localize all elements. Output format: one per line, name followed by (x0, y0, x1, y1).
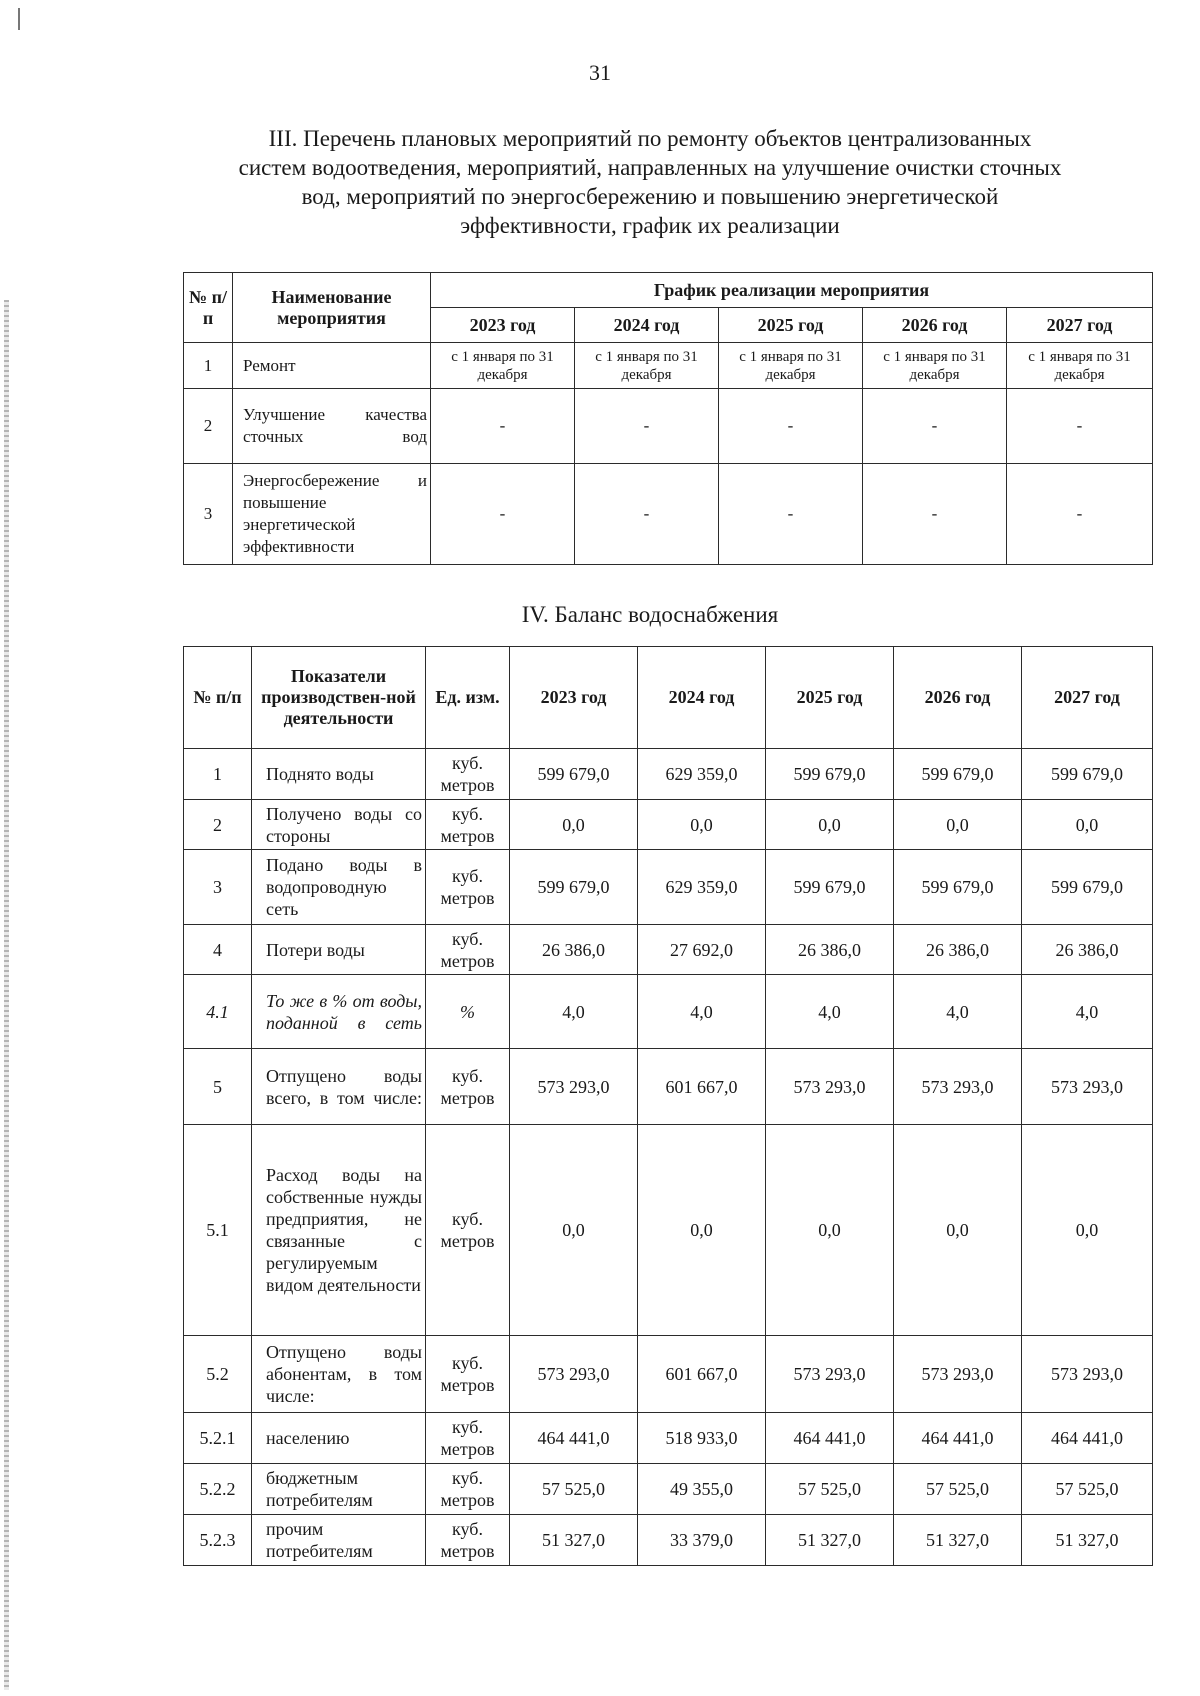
schedule-cell: - (431, 389, 575, 464)
table-row (184, 1464, 1153, 1515)
row-name: Получено воды со стороны (252, 800, 426, 850)
value-cell: 599 679,0 (1022, 850, 1153, 925)
section-4-title: IV. Баланс водоснабжения (521, 602, 779, 627)
page-number: 31 (589, 60, 611, 85)
row-name: Отпущено воды абонентам, в том числе: (252, 1336, 426, 1413)
table-row (184, 850, 1153, 925)
schedule-cell: с 1 января по 31 декабря (719, 343, 863, 389)
row-name: Расход воды на собственные нужды предприятия, не связанные с регулируемым видом деятельности (252, 1125, 426, 1336)
row-num: 3 (184, 464, 233, 565)
header-schedule: График реализации мероприятия (431, 273, 1153, 308)
row-unit: куб. метров (426, 925, 510, 975)
value-cell: 599 679,0 (510, 749, 638, 800)
value-cell: 4,0 (766, 975, 894, 1049)
row-name: Поднято воды (252, 749, 426, 800)
value-cell: 573 293,0 (766, 1049, 894, 1125)
value-cell: 4,0 (638, 975, 766, 1049)
value-cell: 573 293,0 (894, 1049, 1022, 1125)
value-cell: 0,0 (638, 1125, 766, 1336)
row-unit: куб. метров (426, 1125, 510, 1336)
header-unit: Ед. изм. (426, 647, 510, 749)
header-num: № п/п (184, 273, 233, 343)
row-num: 5.1 (184, 1125, 252, 1336)
value-cell: 4,0 (1022, 975, 1153, 1049)
row-name: То же в % от воды, поданной в сеть (252, 975, 426, 1049)
value-cell: 629 359,0 (638, 749, 766, 800)
row-name: Потери воды (252, 925, 426, 975)
row-name: Отпущено воды всего, в том числе: (252, 1049, 426, 1125)
value-cell: 57 525,0 (766, 1464, 894, 1515)
schedule-cell: - (719, 389, 863, 464)
schedule-cell: с 1 января по 31 декабря (575, 343, 719, 389)
value-cell: 0,0 (638, 800, 766, 850)
value-cell: 51 327,0 (510, 1515, 638, 1566)
value-cell: 599 679,0 (510, 850, 638, 925)
value-cell: 0,0 (894, 800, 1022, 850)
row-unit: куб. метров (426, 1336, 510, 1413)
value-cell: 0,0 (894, 1125, 1022, 1336)
row-num: 5 (184, 1049, 252, 1125)
row-unit: куб. метров (426, 800, 510, 850)
row-unit: куб. метров (426, 1515, 510, 1566)
value-cell: 26 386,0 (510, 925, 638, 975)
value-cell: 0,0 (1022, 800, 1153, 850)
value-cell: 464 441,0 (510, 1413, 638, 1464)
header-year: 2025 год (719, 308, 863, 343)
row-unit: куб. метров (426, 850, 510, 925)
header-year: 2026 год (894, 647, 1022, 749)
schedule-cell: с 1 января по 31 декабря (431, 343, 575, 389)
table-row (184, 1413, 1153, 1464)
row-num: 1 (184, 343, 233, 389)
header-num: № п/п (184, 647, 252, 749)
row-name: Подано воды в водопроводную сеть (252, 850, 426, 925)
value-cell: 57 525,0 (894, 1464, 1022, 1515)
value-cell: 57 525,0 (510, 1464, 638, 1515)
value-cell: 0,0 (766, 800, 894, 850)
table-row (184, 975, 1153, 1049)
row-name: Энергосбережение и повышение энергетической эффективности (233, 464, 431, 565)
value-cell: 0,0 (510, 1125, 638, 1336)
section-3-title (170, 124, 1130, 240)
header-year: 2023 год (510, 647, 638, 749)
schedule-cell: с 1 января по 31 декабря (1007, 343, 1153, 389)
value-cell: 599 679,0 (894, 850, 1022, 925)
row-num: 5.2.1 (184, 1413, 252, 1464)
schedule-cell: - (1007, 464, 1153, 565)
value-cell: 573 293,0 (1022, 1049, 1153, 1125)
value-cell: 26 386,0 (766, 925, 894, 975)
schedule-cell: - (431, 464, 575, 565)
value-cell: 573 293,0 (766, 1336, 894, 1413)
scan-edge (4, 300, 9, 1690)
header-year: 2027 год (1022, 647, 1153, 749)
value-cell: 0,0 (510, 800, 638, 850)
section-3-title-line: III. Перечень плановых мероприятий по ремонту объектов централизованных (268, 126, 1032, 151)
water-balance-table (183, 646, 1153, 1566)
header-indicator: Показатели производствен-ной деятельности (252, 647, 426, 749)
table-row (184, 749, 1153, 800)
row-num: 2 (184, 389, 233, 464)
schedule-cell: - (863, 464, 1007, 565)
value-cell: 0,0 (1022, 1125, 1153, 1336)
value-cell: 464 441,0 (894, 1413, 1022, 1464)
row-num: 2 (184, 800, 252, 850)
schedule-cell: - (1007, 389, 1153, 464)
schedule-cell: - (575, 464, 719, 565)
row-num: 5.2 (184, 1336, 252, 1413)
value-cell: 464 441,0 (1022, 1413, 1153, 1464)
schedule-cell: - (863, 389, 1007, 464)
value-cell: 464 441,0 (766, 1413, 894, 1464)
value-cell: 518 933,0 (638, 1413, 766, 1464)
table-row (184, 1049, 1153, 1125)
value-cell: 26 386,0 (894, 925, 1022, 975)
header-year: 2027 год (1007, 308, 1153, 343)
row-name: бюджетным потребителям (252, 1464, 426, 1515)
section-3-title-line: систем водоотведения, мероприятий, направленных на улучшение очистки сточных (238, 155, 1062, 180)
row-name: Улучшение качества сточных вод (233, 389, 431, 464)
row-num: 4.1 (184, 975, 252, 1049)
value-cell: 0,0 (766, 1125, 894, 1336)
value-cell: 573 293,0 (1022, 1336, 1153, 1413)
section-3-title-line: эффективности, график их реализации (460, 213, 840, 238)
header-year: 2026 год (863, 308, 1007, 343)
scan-artifact (18, 8, 20, 30)
table-row (184, 464, 1153, 565)
value-cell: 27 692,0 (638, 925, 766, 975)
value-cell: 573 293,0 (510, 1049, 638, 1125)
row-num: 1 (184, 749, 252, 800)
value-cell: 599 679,0 (894, 749, 1022, 800)
value-cell: 51 327,0 (894, 1515, 1022, 1566)
table-row (184, 1515, 1153, 1566)
header-year: 2024 год (575, 308, 719, 343)
row-unit: куб. метров (426, 1413, 510, 1464)
value-cell: 49 355,0 (638, 1464, 766, 1515)
value-cell: 629 359,0 (638, 850, 766, 925)
table-row (184, 343, 1153, 389)
value-cell: 4,0 (894, 975, 1022, 1049)
row-unit: куб. метров (426, 749, 510, 800)
row-num: 4 (184, 925, 252, 975)
row-unit: % (426, 975, 510, 1049)
row-num: 5.2.3 (184, 1515, 252, 1566)
header-year: 2025 год (766, 647, 894, 749)
measures-schedule-table (183, 272, 1153, 565)
value-cell: 51 327,0 (766, 1515, 894, 1566)
row-unit: куб. метров (426, 1464, 510, 1515)
value-cell: 599 679,0 (766, 850, 894, 925)
row-num: 3 (184, 850, 252, 925)
value-cell: 599 679,0 (1022, 749, 1153, 800)
value-cell: 573 293,0 (510, 1336, 638, 1413)
section-3-title-line: вод, мероприятий по энергосбережению и повышению энергетической (301, 184, 999, 209)
table-row (184, 1336, 1153, 1413)
row-unit: куб. метров (426, 1049, 510, 1125)
value-cell: 601 667,0 (638, 1049, 766, 1125)
value-cell: 573 293,0 (894, 1336, 1022, 1413)
table-row (184, 389, 1153, 464)
schedule-cell: - (719, 464, 863, 565)
table-row (184, 1125, 1153, 1336)
schedule-cell: - (575, 389, 719, 464)
table-row (184, 925, 1153, 975)
row-name: прочим потребителям (252, 1515, 426, 1566)
table-row (184, 800, 1153, 850)
row-name: Ремонт (233, 343, 431, 389)
value-cell: 57 525,0 (1022, 1464, 1153, 1515)
value-cell: 599 679,0 (766, 749, 894, 800)
value-cell: 601 667,0 (638, 1336, 766, 1413)
value-cell: 4,0 (510, 975, 638, 1049)
header-year: 2023 год (431, 308, 575, 343)
value-cell: 26 386,0 (1022, 925, 1153, 975)
row-name: населению (252, 1413, 426, 1464)
value-cell: 51 327,0 (1022, 1515, 1153, 1566)
schedule-cell: с 1 января по 31 декабря (863, 343, 1007, 389)
header-year: 2024 год (638, 647, 766, 749)
header-name: Наименование мероприятия (233, 273, 431, 343)
value-cell: 33 379,0 (638, 1515, 766, 1566)
row-num: 5.2.2 (184, 1464, 252, 1515)
